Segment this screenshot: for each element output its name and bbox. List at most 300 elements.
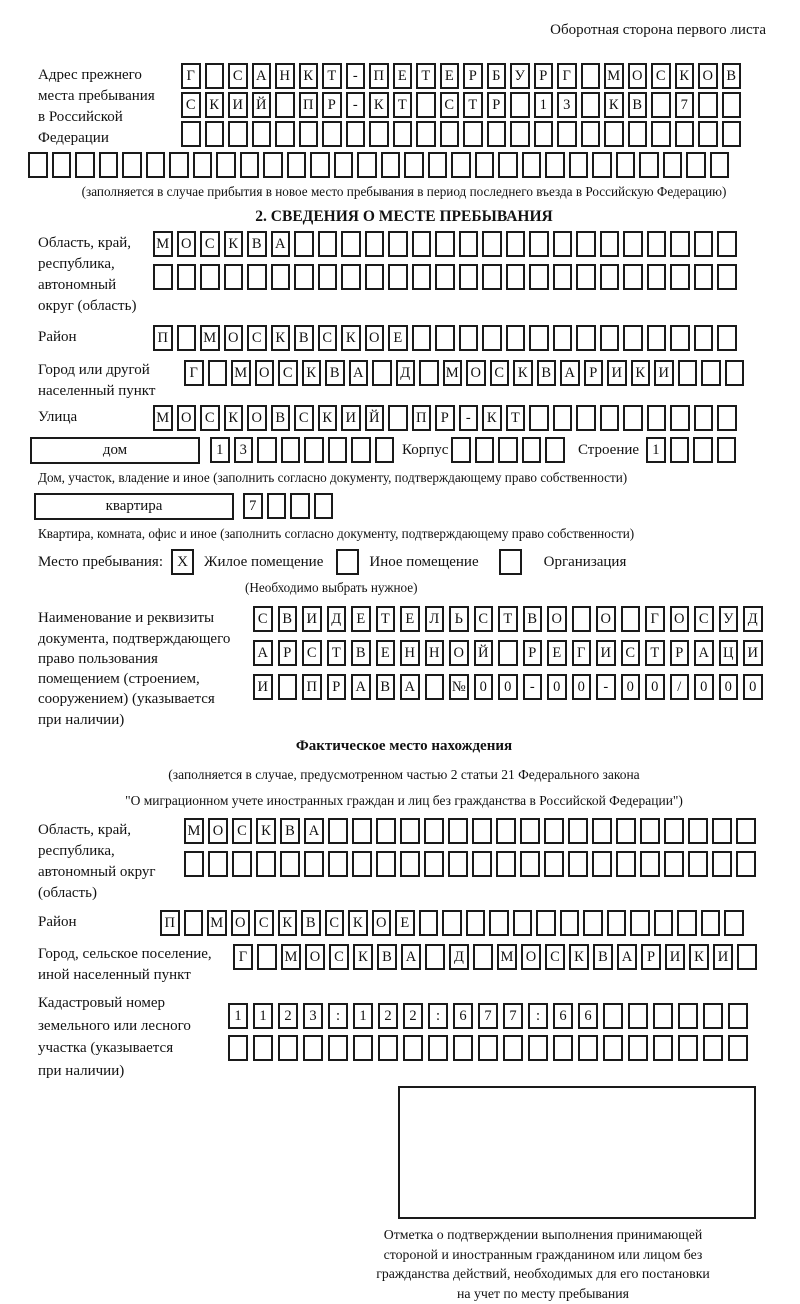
char-box[interactable] (688, 851, 708, 877)
char-box[interactable]: К (224, 231, 244, 257)
char-box[interactable]: К (631, 360, 651, 386)
char-box[interactable]: - (523, 674, 543, 700)
char-box[interactable] (153, 264, 173, 290)
char-box[interactable]: 1 (210, 437, 230, 463)
char-box[interactable]: И (665, 944, 685, 970)
char-box[interactable] (694, 264, 714, 290)
char-box[interactable]: Д (743, 606, 763, 632)
street-row[interactable] (153, 405, 737, 431)
house-number-boxes[interactable] (210, 437, 394, 463)
char-box[interactable] (712, 818, 732, 844)
char-box[interactable] (506, 325, 526, 351)
char-box[interactable]: Р (670, 640, 690, 666)
char-box[interactable]: О (177, 231, 197, 257)
char-box[interactable]: Г (645, 606, 665, 632)
char-box[interactable]: И (654, 360, 674, 386)
char-box[interactable] (208, 851, 228, 877)
char-box[interactable] (341, 264, 361, 290)
char-box[interactable] (678, 360, 698, 386)
char-box[interactable] (717, 325, 737, 351)
char-box[interactable] (459, 264, 479, 290)
char-box[interactable] (717, 437, 737, 463)
char-box[interactable] (466, 910, 486, 936)
char-box[interactable] (728, 1035, 748, 1061)
char-box[interactable]: К (604, 92, 624, 118)
char-box[interactable]: Р (641, 944, 661, 970)
apartment-type-box[interactable]: квартира (34, 493, 234, 520)
char-box[interactable] (376, 851, 396, 877)
char-box[interactable]: - (596, 674, 616, 700)
char-box[interactable]: 3 (234, 437, 254, 463)
char-box[interactable] (453, 1035, 473, 1061)
char-box[interactable]: Б (487, 63, 507, 89)
char-box[interactable] (553, 405, 573, 431)
char-box[interactable] (400, 818, 420, 844)
char-box[interactable] (424, 851, 444, 877)
char-box[interactable]: С (200, 231, 220, 257)
char-box[interactable] (435, 264, 455, 290)
char-box[interactable] (677, 910, 697, 936)
char-box[interactable]: 0 (498, 674, 518, 700)
char-box[interactable] (75, 152, 95, 178)
char-box[interactable]: К (513, 360, 533, 386)
char-box[interactable] (534, 121, 554, 147)
char-box[interactable] (228, 1035, 248, 1061)
char-box[interactable]: 2 (403, 1003, 423, 1029)
char-box[interactable] (581, 121, 601, 147)
char-box[interactable]: 0 (645, 674, 665, 700)
char-box[interactable]: : (428, 1003, 448, 1029)
char-box[interactable]: В (377, 944, 397, 970)
char-box[interactable] (628, 121, 648, 147)
char-box[interactable] (736, 818, 756, 844)
char-box[interactable] (400, 851, 420, 877)
char-box[interactable] (529, 264, 549, 290)
char-box[interactable]: Т (393, 92, 413, 118)
char-box[interactable]: О (372, 910, 392, 936)
char-box[interactable] (451, 437, 471, 463)
char-box[interactable]: Е (395, 910, 415, 936)
char-box[interactable] (628, 1003, 648, 1029)
char-box[interactable] (184, 910, 204, 936)
char-box[interactable] (694, 231, 714, 257)
char-box[interactable]: Д (449, 944, 469, 970)
char-box[interactable] (664, 818, 684, 844)
cadastral-row-2[interactable] (228, 1035, 748, 1061)
char-box[interactable] (686, 152, 706, 178)
char-box[interactable] (393, 121, 413, 147)
char-box[interactable] (592, 818, 612, 844)
char-box[interactable]: И (713, 944, 733, 970)
char-box[interactable]: Е (547, 640, 567, 666)
char-box[interactable] (583, 910, 603, 936)
previous-address-row-3[interactable] (181, 121, 741, 147)
char-box[interactable]: В (593, 944, 613, 970)
char-box[interactable] (290, 493, 310, 519)
char-box[interactable]: А (304, 818, 324, 844)
char-box[interactable] (670, 264, 690, 290)
char-box[interactable] (487, 121, 507, 147)
checkbox-residential[interactable]: X (171, 549, 194, 575)
char-box[interactable] (275, 121, 295, 147)
char-box[interactable] (694, 405, 714, 431)
char-box[interactable] (616, 152, 636, 178)
char-box[interactable] (425, 944, 445, 970)
char-box[interactable]: Р (435, 405, 455, 431)
char-box[interactable] (670, 231, 690, 257)
char-box[interactable] (529, 325, 549, 351)
char-box[interactable]: С (694, 606, 714, 632)
char-box[interactable] (724, 910, 744, 936)
char-box[interactable] (435, 231, 455, 257)
char-box[interactable]: О (255, 360, 275, 386)
char-box[interactable] (653, 1003, 673, 1029)
char-box[interactable] (482, 325, 502, 351)
char-box[interactable]: О (177, 405, 197, 431)
char-box[interactable] (341, 231, 361, 257)
char-box[interactable]: : (528, 1003, 548, 1029)
char-box[interactable]: Р (523, 640, 543, 666)
apartment-number-boxes[interactable] (243, 493, 333, 519)
char-box[interactable] (200, 264, 220, 290)
char-box[interactable] (280, 851, 300, 877)
char-box[interactable] (216, 152, 236, 178)
char-box[interactable] (475, 152, 495, 178)
char-box[interactable] (703, 1003, 723, 1029)
char-box[interactable] (472, 818, 492, 844)
char-box[interactable]: М (184, 818, 204, 844)
char-box[interactable]: 7 (675, 92, 695, 118)
char-box[interactable]: Й (474, 640, 494, 666)
char-box[interactable] (651, 92, 671, 118)
char-box[interactable]: О (247, 405, 267, 431)
char-box[interactable]: Т (463, 92, 483, 118)
char-box[interactable] (256, 851, 276, 877)
char-box[interactable]: 0 (743, 674, 763, 700)
fact-region-row-2[interactable] (184, 851, 756, 877)
previous-address-row-1[interactable] (181, 63, 741, 89)
char-box[interactable] (623, 264, 643, 290)
checkbox-other-premises[interactable] (336, 549, 359, 575)
char-box[interactable]: О (208, 818, 228, 844)
char-box[interactable] (653, 1035, 673, 1061)
char-box[interactable]: 0 (621, 674, 641, 700)
char-box[interactable]: О (305, 944, 325, 970)
char-box[interactable] (416, 121, 436, 147)
char-box[interactable] (412, 264, 432, 290)
char-box[interactable]: О (365, 325, 385, 351)
char-box[interactable] (428, 1035, 448, 1061)
char-box[interactable]: 2 (378, 1003, 398, 1029)
char-box[interactable]: О (628, 63, 648, 89)
char-box[interactable]: Р (278, 640, 298, 666)
char-box[interactable]: А (617, 944, 637, 970)
char-box[interactable] (278, 674, 298, 700)
char-box[interactable]: И (607, 360, 627, 386)
char-box[interactable] (184, 851, 204, 877)
char-box[interactable]: Ь (449, 606, 469, 632)
char-box[interactable]: Г (557, 63, 577, 89)
char-box[interactable] (482, 264, 502, 290)
char-box[interactable]: К (348, 910, 368, 936)
char-box[interactable] (322, 121, 342, 147)
region-row-2[interactable] (153, 264, 737, 290)
char-box[interactable]: К (318, 405, 338, 431)
char-box[interactable]: - (346, 92, 366, 118)
char-box[interactable]: № (449, 674, 469, 700)
char-box[interactable] (428, 152, 448, 178)
char-box[interactable] (169, 152, 189, 178)
char-box[interactable] (28, 152, 48, 178)
char-box[interactable]: Т (322, 63, 342, 89)
char-box[interactable] (459, 231, 479, 257)
char-box[interactable]: М (604, 63, 624, 89)
char-box[interactable] (737, 944, 757, 970)
char-box[interactable]: Р (584, 360, 604, 386)
city-row[interactable] (184, 360, 744, 386)
char-box[interactable] (522, 437, 542, 463)
char-box[interactable] (722, 92, 742, 118)
char-box[interactable] (520, 851, 540, 877)
char-box[interactable] (177, 325, 197, 351)
char-box[interactable] (717, 405, 737, 431)
char-box[interactable]: Р (322, 92, 342, 118)
char-box[interactable]: С (651, 63, 671, 89)
char-box[interactable] (568, 851, 588, 877)
char-box[interactable]: М (153, 405, 173, 431)
char-box[interactable] (698, 92, 718, 118)
char-box[interactable]: С (232, 818, 252, 844)
char-box[interactable]: К (299, 63, 319, 89)
fact-district-row[interactable] (160, 910, 744, 936)
char-box[interactable]: К (278, 910, 298, 936)
char-box[interactable]: В (271, 405, 291, 431)
char-box[interactable] (352, 851, 372, 877)
char-box[interactable] (688, 818, 708, 844)
char-box[interactable]: : (328, 1003, 348, 1029)
char-box[interactable]: В (351, 640, 371, 666)
char-box[interactable]: Г (181, 63, 201, 89)
char-box[interactable]: К (256, 818, 276, 844)
char-box[interactable] (240, 152, 260, 178)
char-box[interactable] (352, 818, 372, 844)
char-box[interactable]: М (200, 325, 220, 351)
char-box[interactable]: И (302, 606, 322, 632)
char-box[interactable]: П (302, 674, 322, 700)
previous-address-row-2[interactable] (181, 92, 741, 118)
char-box[interactable]: Л (425, 606, 445, 632)
char-box[interactable] (278, 1035, 298, 1061)
char-box[interactable] (522, 152, 542, 178)
char-box[interactable]: Г (184, 360, 204, 386)
char-box[interactable] (287, 152, 307, 178)
char-box[interactable]: С (200, 405, 220, 431)
char-box[interactable] (623, 325, 643, 351)
char-box[interactable]: М (231, 360, 251, 386)
char-box[interactable] (623, 231, 643, 257)
char-box[interactable] (404, 152, 424, 178)
char-box[interactable] (52, 152, 72, 178)
char-box[interactable]: С (247, 325, 267, 351)
char-box[interactable] (228, 121, 248, 147)
char-box[interactable] (701, 360, 721, 386)
char-box[interactable] (621, 606, 641, 632)
char-box[interactable] (581, 63, 601, 89)
char-box[interactable] (647, 405, 667, 431)
char-box[interactable] (498, 640, 518, 666)
char-box[interactable] (520, 818, 540, 844)
char-box[interactable]: 7 (243, 493, 263, 519)
char-box[interactable] (654, 910, 674, 936)
char-box[interactable]: А (351, 674, 371, 700)
char-box[interactable]: С (329, 944, 349, 970)
char-box[interactable]: К (689, 944, 709, 970)
char-box[interactable] (578, 1035, 598, 1061)
char-box[interactable] (435, 325, 455, 351)
char-box[interactable]: К (482, 405, 502, 431)
char-box[interactable] (365, 231, 385, 257)
char-box[interactable] (253, 1035, 273, 1061)
char-box[interactable]: К (302, 360, 322, 386)
char-box[interactable] (419, 360, 439, 386)
char-box[interactable] (698, 121, 718, 147)
char-box[interactable] (628, 1035, 648, 1061)
fact-city-row[interactable] (233, 944, 757, 970)
char-box[interactable] (496, 818, 516, 844)
char-box[interactable]: О (547, 606, 567, 632)
char-box[interactable]: Й (252, 92, 272, 118)
char-box[interactable]: Г (233, 944, 253, 970)
char-box[interactable] (351, 437, 371, 463)
char-box[interactable] (478, 1035, 498, 1061)
char-box[interactable] (263, 152, 283, 178)
char-box[interactable] (247, 264, 267, 290)
char-box[interactable]: С (440, 92, 460, 118)
char-box[interactable]: 6 (453, 1003, 473, 1029)
char-box[interactable]: 7 (503, 1003, 523, 1029)
char-box[interactable] (568, 818, 588, 844)
char-box[interactable]: С (474, 606, 494, 632)
char-box[interactable]: О (231, 910, 251, 936)
char-box[interactable]: С (228, 63, 248, 89)
char-box[interactable] (318, 264, 338, 290)
char-box[interactable] (725, 360, 745, 386)
char-box[interactable] (506, 264, 526, 290)
char-box[interactable]: М (153, 231, 173, 257)
house-type-box[interactable]: дом (30, 437, 200, 464)
char-box[interactable]: А (253, 640, 273, 666)
char-box[interactable]: Е (388, 325, 408, 351)
char-box[interactable] (663, 152, 683, 178)
char-box[interactable]: В (247, 231, 267, 257)
char-box[interactable] (639, 152, 659, 178)
char-box[interactable] (328, 437, 348, 463)
char-box[interactable] (712, 851, 732, 877)
char-box[interactable] (545, 152, 565, 178)
char-box[interactable] (294, 264, 314, 290)
char-box[interactable]: Т (416, 63, 436, 89)
char-box[interactable] (412, 325, 432, 351)
char-box[interactable]: К (341, 325, 361, 351)
char-box[interactable] (616, 818, 636, 844)
char-box[interactable] (678, 1035, 698, 1061)
char-box[interactable]: - (346, 63, 366, 89)
district-row[interactable] (153, 325, 737, 351)
char-box[interactable] (693, 437, 713, 463)
char-box[interactable] (557, 121, 577, 147)
char-box[interactable] (328, 1035, 348, 1061)
char-box[interactable] (694, 325, 714, 351)
char-box[interactable] (440, 121, 460, 147)
char-box[interactable]: 0 (474, 674, 494, 700)
char-box[interactable] (448, 851, 468, 877)
char-box[interactable] (267, 493, 287, 519)
char-box[interactable]: Р (534, 63, 554, 89)
char-box[interactable] (232, 851, 252, 877)
confirmation-stamp-box[interactable] (398, 1086, 756, 1219)
char-box[interactable] (600, 325, 620, 351)
char-box[interactable] (576, 325, 596, 351)
char-box[interactable] (378, 1035, 398, 1061)
char-box[interactable]: 0 (694, 674, 714, 700)
char-box[interactable] (353, 1035, 373, 1061)
char-box[interactable] (640, 851, 660, 877)
char-box[interactable]: С (253, 606, 273, 632)
char-box[interactable]: М (281, 944, 301, 970)
char-box[interactable] (710, 152, 730, 178)
char-box[interactable] (553, 325, 573, 351)
char-box[interactable]: С (302, 640, 322, 666)
char-box[interactable]: С (325, 910, 345, 936)
char-box[interactable]: С (294, 405, 314, 431)
char-box[interactable] (592, 152, 612, 178)
char-box[interactable]: 6 (578, 1003, 598, 1029)
char-box[interactable] (208, 360, 228, 386)
char-box[interactable] (304, 437, 324, 463)
char-box[interactable] (334, 152, 354, 178)
char-box[interactable]: В (523, 606, 543, 632)
char-box[interactable] (257, 437, 277, 463)
char-box[interactable] (205, 63, 225, 89)
char-box[interactable] (412, 231, 432, 257)
char-box[interactable] (528, 1035, 548, 1061)
char-box[interactable] (372, 360, 392, 386)
char-box[interactable]: Г (572, 640, 592, 666)
char-box[interactable] (581, 92, 601, 118)
char-box[interactable] (496, 851, 516, 877)
char-box[interactable] (271, 264, 291, 290)
stroenie-boxes[interactable] (646, 437, 736, 463)
char-box[interactable]: К (675, 63, 695, 89)
char-box[interactable] (503, 1035, 523, 1061)
char-box[interactable] (146, 152, 166, 178)
char-box[interactable] (375, 437, 395, 463)
fact-region-row-1[interactable] (184, 818, 756, 844)
char-box[interactable]: С (254, 910, 274, 936)
char-box[interactable] (553, 231, 573, 257)
char-box[interactable]: В (278, 606, 298, 632)
char-box[interactable]: Е (351, 606, 371, 632)
char-box[interactable]: А (349, 360, 369, 386)
char-box[interactable]: Р (327, 674, 347, 700)
char-box[interactable]: О (670, 606, 690, 632)
char-box[interactable] (717, 231, 737, 257)
char-box[interactable]: И (228, 92, 248, 118)
char-box[interactable]: В (325, 360, 345, 386)
char-box[interactable] (475, 437, 495, 463)
char-box[interactable]: 7 (478, 1003, 498, 1029)
char-box[interactable]: Т (645, 640, 665, 666)
